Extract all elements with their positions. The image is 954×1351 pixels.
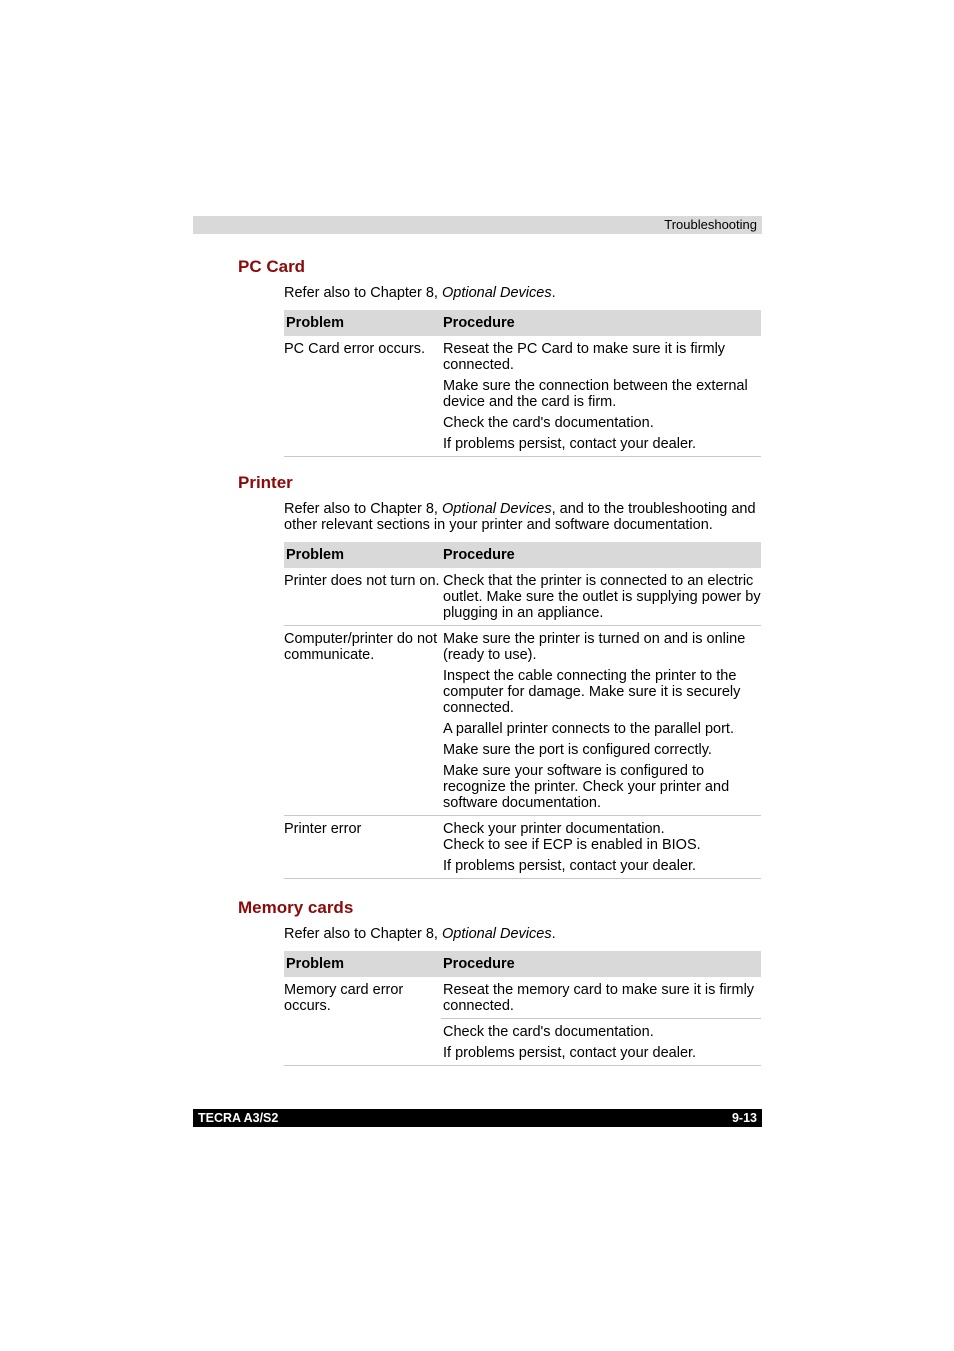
footer-page-number: 9-13 [731, 1111, 757, 1125]
section-intro-memory-cards: Refer also to Chapter 8, Optional Devices. [284, 926, 556, 942]
procedure-step: If problems persist, contact your dealer. [443, 858, 697, 874]
problem-cell: Printer error [284, 821, 362, 837]
table-row [284, 626, 761, 816]
procedure-step: Reseat the PC Card to make sure it is firmly connected. [443, 341, 726, 373]
procedure-step: Inspect the cable connecting the printer to the computer for damage. Make sure it is securely connected. [443, 668, 741, 716]
column-header-problem: Problem [284, 542, 441, 568]
troubleshooting-table-pc-card [284, 310, 761, 457]
running-footer [193, 1109, 762, 1127]
procedure-cell [443, 1019, 761, 1065]
section-title-printer: Printer [238, 473, 293, 492]
table-row [284, 816, 761, 879]
procedure-step: Check that the printer is connected to an electric outlet. Make sure the outlet is supplying power by plugging in an appliance. [443, 573, 761, 621]
procedure-step: Check the card's documentation. [443, 1024, 654, 1040]
problem-cell: Printer does not turn on. [284, 573, 440, 589]
procedure-cell [443, 977, 761, 1018]
running-header [193, 216, 762, 234]
procedure-cell [443, 626, 761, 815]
procedure-cell [443, 568, 761, 625]
section-intro-pc-card: Refer also to Chapter 8, Optional Devices. [284, 285, 556, 301]
column-header-procedure: Procedure [441, 951, 761, 977]
table-header-row [284, 951, 761, 977]
table-row [284, 977, 761, 1019]
procedure-cell [443, 816, 761, 878]
procedure-step: Make sure the printer is turned on and is online (ready to use). [443, 631, 746, 663]
problem-cell: Memory card error occurs. [284, 982, 404, 1014]
section-title-pc-card: PC Card [238, 257, 306, 276]
problem-cell: Computer/printer do not communicate. [284, 631, 438, 663]
column-header-procedure: Procedure [441, 310, 761, 336]
table-header-row [284, 542, 761, 568]
procedure-step: Reseat the memory card to make sure it is firmly connected. [443, 982, 755, 1014]
procedure-cell [443, 336, 761, 456]
procedure-step: If problems persist, contact your dealer. [443, 436, 697, 452]
footer-model: TECRA A3/S2 [198, 1111, 279, 1125]
column-header-procedure: Procedure [441, 542, 761, 568]
section-title-memory-cards: Memory cards [238, 898, 354, 917]
column-header-problem: Problem [284, 310, 441, 336]
procedure-step: Make sure the port is configured correctly. [443, 742, 712, 758]
table-row [284, 568, 761, 626]
procedure-step: If problems persist, contact your dealer. [443, 1045, 697, 1061]
procedure-step: A parallel printer connects to the parallel port. [443, 721, 734, 737]
table-header-row [284, 310, 761, 336]
troubleshooting-table-memory-cards [284, 951, 761, 1066]
procedure-step: Check the card's documentation. [443, 415, 654, 431]
table-row [284, 336, 761, 457]
column-header-problem: Problem [284, 951, 441, 977]
troubleshooting-table-printer [284, 542, 761, 879]
problem-cell: PC Card error occurs. [284, 341, 426, 357]
running-header-section: Troubleshooting [664, 217, 757, 232]
section-intro-printer: Refer also to Chapter 8, Optional Devices, and to the troubleshooting and other relevant sections in your printer and software documentation. [284, 501, 756, 533]
procedure-step: Make sure your software is configured to recognize the printer. Check your printer and software documentation. [443, 763, 730, 811]
procedure-step: Check your printer documentation. Check to see if ECP is enabled in BIOS. [443, 821, 701, 853]
procedure-step: Make sure the connection between the external device and the card is firm. [443, 378, 748, 410]
